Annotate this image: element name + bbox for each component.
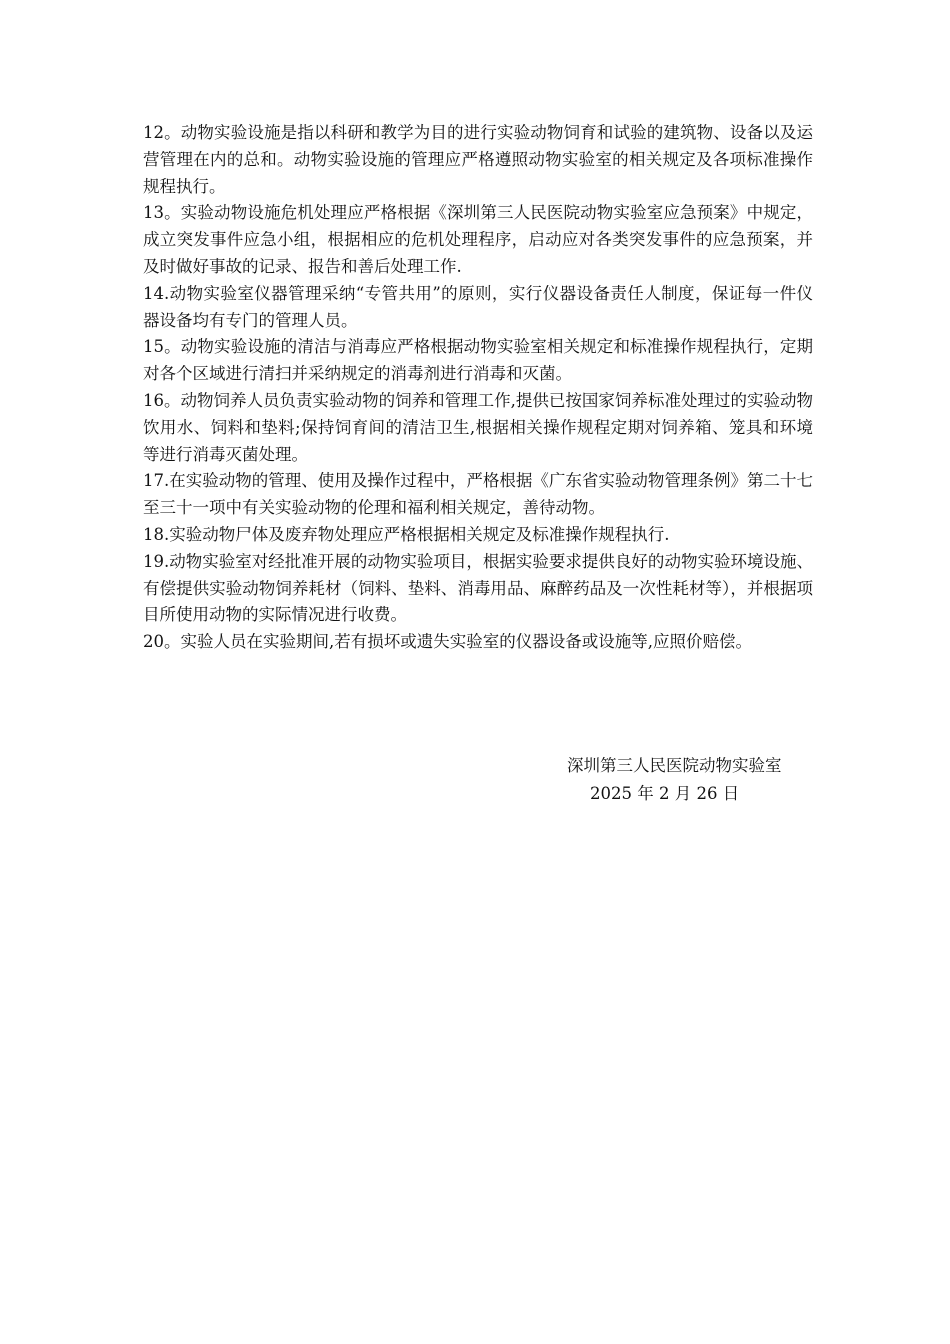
regulation-item-15: 15。动物实验设施的清洁与消毒应严格根据动物实验室相关规定和标准操作规程执行，定期对各个区域进行清扫并采纳规定的消毒剂进行消毒和灭菌。 xyxy=(143,337,813,384)
regulations-body xyxy=(143,120,813,656)
regulation-item-14: 14.动物实验室仪器管理采纳“专管共用”的原则，实行仪器设备责任人制度，保证每一件仪器设备均有专门的管理人员。 xyxy=(143,283,813,330)
regulation-item-20: 20。实验人员在实验期间,若有损坏或遗失实验室的仪器设备或设施等,应照价赔偿。 xyxy=(143,632,752,652)
signature-organization: 深圳第三人民医院动物实验室 xyxy=(567,756,782,775)
signature-date: 2025 年 2 月 26 日 xyxy=(590,784,740,803)
regulation-item-12: 12。动物实验设施是指以科研和教学为目的进行实验动物饲育和试验的建筑物、设备以及运营管理在内的总和。动物实验设施的管理应严格遵照动物实验室的相关规定及各项标准操作规程执行。 xyxy=(143,123,813,196)
regulation-item-13: 13。实验动物设施危机处理应严格根据《深圳第三人民医院动物实验室应急预案》中规定，成立突发事件应急小组，根据相应的危机处理程序，启动应对各类突发事件的应急预案，并及时做好事故的记录、报告和善后处理工作. xyxy=(143,203,813,276)
regulation-item-17: 17.在实验动物的管理、使用及操作过程中，严格根据《广东省实验动物管理条例》第二十七至三十一项中有关实验动物的伦理和福利相关规定，善待动物。 xyxy=(143,471,813,518)
regulation-item-16: 16。动物饲养人员负责实验动物的饲养和管理工作,提供已按国家饲养标准处理过的实验动物饮用水、饲料和垫料;保持饲育间的清洁卫生,根据相关操作规程定期对饲养箱、笼具和环境等进行消毒灭菌处理。 xyxy=(143,390,813,464)
regulation-item-18: 18.实验动物尸体及废弃物处理应严格根据相关规定及标准操作规程执行. xyxy=(143,524,670,544)
regulation-item-19: 19.动物实验室对经批准开展的动物实验项目，根据实验要求提供良好的动物实验环境设施、有偿提供实验动物饲养耗材（饲料、垫料、消毒用品、麻醉药品及一次性耗材等），并根据项目所使用动物的实际情况进行收费。 xyxy=(143,551,813,625)
